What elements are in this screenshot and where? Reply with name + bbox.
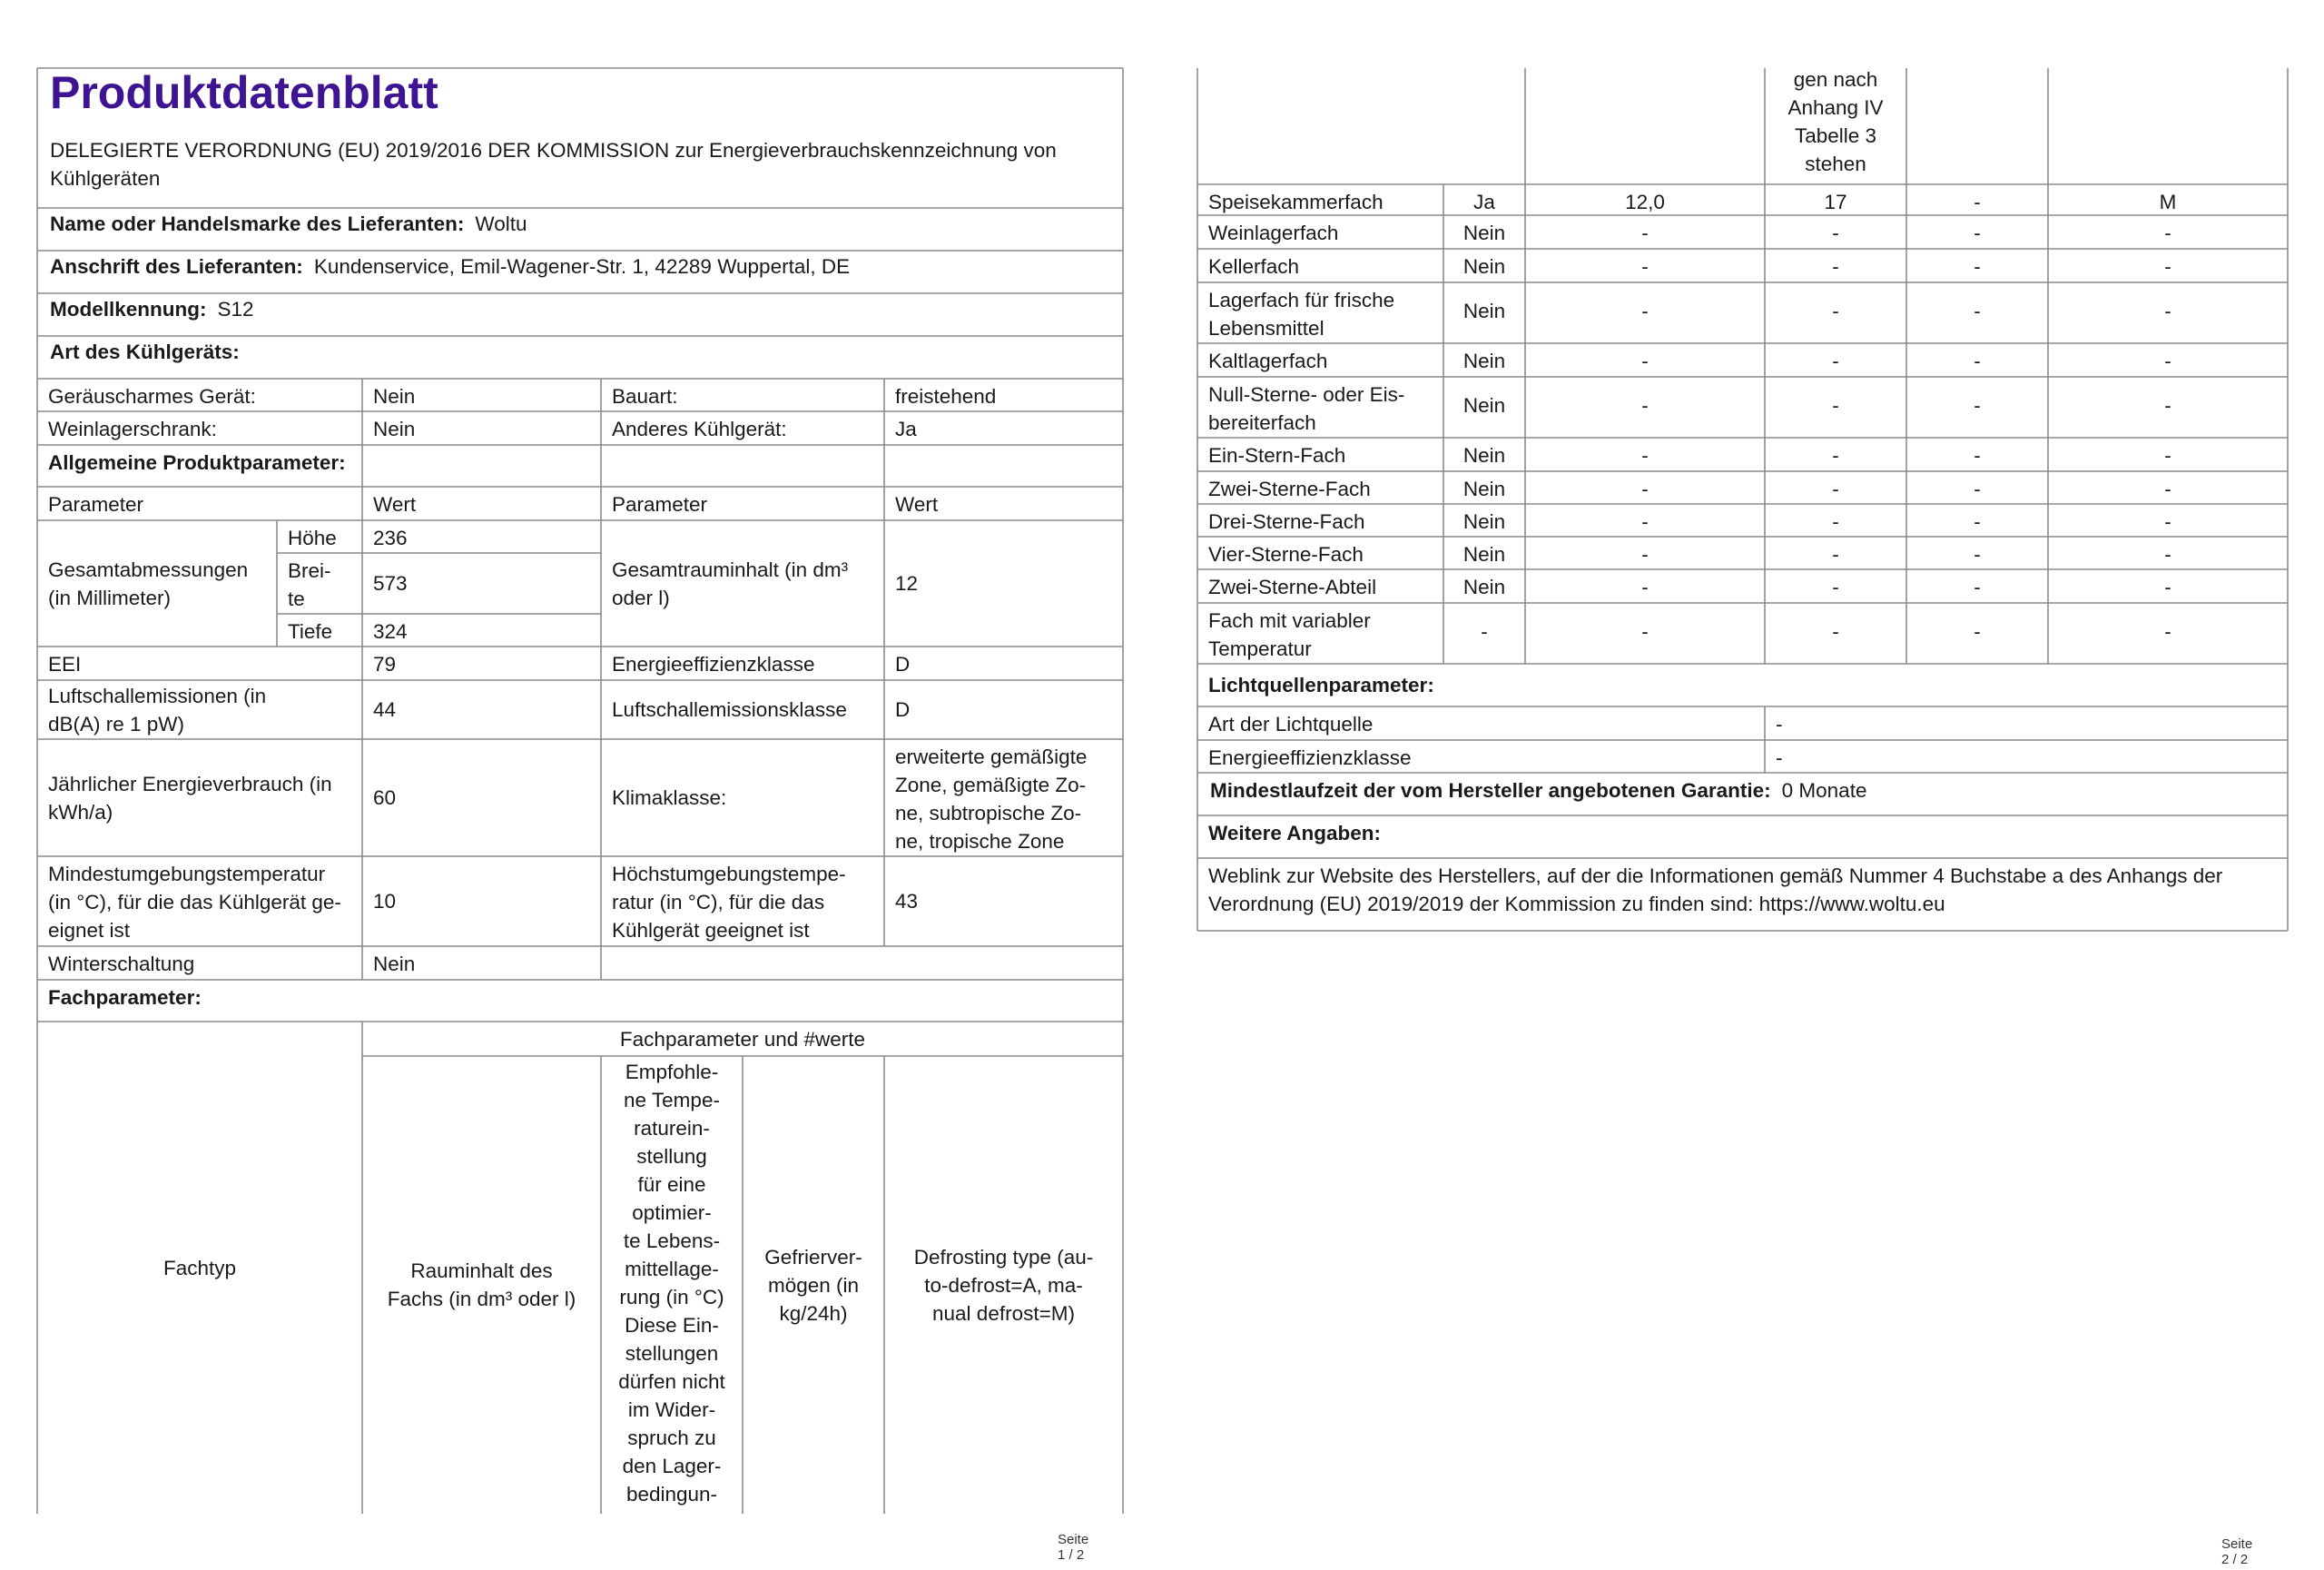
compartment-temp-cell: - <box>1832 510 1839 533</box>
device-value-2: freistehend <box>895 385 997 408</box>
compartment-present-cell: Nein <box>1462 543 1506 566</box>
annual-consumption-value: 60 <box>373 786 397 809</box>
compartment-volume-header: Rauminhalt des Fachs (in dm³ oder l) <box>387 1259 576 1310</box>
energy-class-value: D <box>895 653 911 676</box>
compartment-name-cell: Vier-Sterne-Fach <box>1208 543 1364 566</box>
compartment-freeze-cell: - <box>1974 350 1981 372</box>
compartment-present-cell: - <box>1481 620 1488 643</box>
energy-class-label: Energieeffizienzklasse <box>612 653 815 676</box>
compartment-defrost-cell: - <box>2164 350 2171 372</box>
page-title: Produktdatenblatt <box>50 67 438 118</box>
model-value: S12 <box>217 298 254 321</box>
general-header-value-2: Wert <box>895 493 939 516</box>
light-heading: Lichtquellenparameter: <box>1208 674 1434 696</box>
supplier-name-value: Woltu <box>475 212 527 235</box>
compartment-defrost-cell: - <box>2164 478 2171 500</box>
compartment-freeze-cell: - <box>1974 444 1981 467</box>
compartment-freeze-cell: - <box>1974 543 1981 566</box>
max-temp-value: 43 <box>895 890 919 913</box>
compartment-volume-cell: - <box>1641 576 1649 598</box>
compartment-defrost-cell: - <box>2164 543 2171 566</box>
compartment-defrost-cell: - <box>2164 620 2171 643</box>
compartment-temp-header: Empfohle- ne Tempe- raturein- stellung für eine optimier- te Lebens- mittellage- rung (in °C) Diese Ein- stellungen dürfen nicht im Wider- spruch zu den Lager- bedingun- <box>618 1061 725 1506</box>
compartment-temp-cell: - <box>1832 543 1839 566</box>
dimension-depth-label: Tiefe <box>288 620 333 643</box>
compartment-present-cell: Nein <box>1462 350 1506 372</box>
device-value-3: Nein <box>373 418 416 440</box>
dimension-width-value: 573 <box>373 572 408 595</box>
general-heading: Allgemeine Produktparameter: <box>48 451 346 474</box>
further-info-heading: Weitere Angaben: <box>1208 822 1382 844</box>
compartment-temp-cell: - <box>1832 300 1839 322</box>
compartment-heading: Fachparameter: <box>48 986 202 1009</box>
winter-switch-value: Nein <box>373 953 416 975</box>
compartment-freeze-cell: - <box>1974 510 1981 533</box>
dimension-width-label: Brei- te <box>288 559 331 610</box>
total-volume-label: Gesamtrauminhalt (in dm³ oder l) <box>612 558 849 609</box>
light-energy-class-label: Energieeffizienzklasse <box>1208 746 1412 769</box>
compartment-defrost-cell: - <box>2164 222 2171 244</box>
compartment-name-cell: Speisekammerfach <box>1208 191 1384 213</box>
compartment-defrost-cell: - <box>2164 444 2171 467</box>
compartment-temp-cell: - <box>1832 478 1839 500</box>
compartment-present-cell: Nein <box>1462 510 1506 533</box>
compartment-volume-cell: - <box>1641 255 1649 278</box>
page-2-footer: Seite 2 / 2 <box>2221 1536 2253 1567</box>
device-param-4: Anderes Kühlgerät: <box>612 418 787 440</box>
climate-class-label: Klimaklasse: <box>612 786 727 809</box>
dimension-depth-value: 324 <box>373 620 408 643</box>
compartment-name-cell: Zwei-Sterne-Fach <box>1208 478 1371 500</box>
noise-class-value: D <box>895 698 911 721</box>
compartment-temp-cell: - <box>1832 620 1839 643</box>
compartment-present-cell: Nein <box>1462 300 1506 322</box>
warranty-row <box>1210 776 1866 805</box>
general-header-param-2: Parameter <box>612 493 708 516</box>
compartment-defrost-cell: - <box>2164 300 2171 322</box>
compartment-temp-cell: - <box>1832 444 1839 467</box>
compartment-type-header: Fachtyp <box>162 1256 237 1279</box>
min-temp-label: Mindestumgebungstemperatur (in °C), für die das Kühlgerät ge- eignet ist <box>48 863 341 942</box>
compartment-freeze-cell: - <box>1974 300 1981 322</box>
compartment-present-cell: Nein <box>1462 222 1506 244</box>
compartment-present-cell: Nein <box>1462 394 1506 417</box>
compartment-freeze-cell: - <box>1974 576 1981 598</box>
compartment-name-cell: Drei-Sterne-Fach <box>1208 510 1365 533</box>
compartment-freeze-cell: - <box>1974 191 1981 213</box>
warranty-value: 0 Monate <box>1781 779 1867 802</box>
compartment-temp-cell: - <box>1832 576 1839 598</box>
min-temp-value: 10 <box>373 890 397 913</box>
compartment-volume-cell: - <box>1641 350 1649 372</box>
device-type-heading: Art des Kühlgeräts: <box>50 341 240 363</box>
warranty-label: Mindestlaufzeit der vom Hersteller angebotenen Garantie: <box>1210 779 1771 802</box>
compartment-temp-cell: 17 <box>1824 191 1847 213</box>
compartment-freeze-cell: - <box>1974 620 1981 643</box>
compartment-defrost-cell: - <box>2164 576 2171 598</box>
compartment-defrost-cell: - <box>2164 255 2171 278</box>
model-label: Modellkennung: <box>50 298 207 321</box>
dimensions-label: Gesamtabmessungen (in Millimeter) <box>48 558 249 609</box>
compartment-name-cell: Weinlagerfach <box>1208 222 1339 244</box>
compartment-present-cell: Ja <box>1473 191 1495 213</box>
device-value-1: Nein <box>373 385 416 408</box>
device-param-2: Bauart: <box>612 385 678 408</box>
compartment-name-cell: Fach mit variabler Temperatur <box>1208 609 1371 660</box>
compartment-present-cell: Nein <box>1462 478 1506 500</box>
compartment-group-header: Fachparameter und #werte <box>619 1028 866 1051</box>
eei-value: 79 <box>373 653 397 676</box>
noise-emission-value: 44 <box>373 698 397 721</box>
light-source-type-value: - <box>1776 713 1783 736</box>
dimension-height-value: 236 <box>373 527 408 549</box>
compartment-defrost-cell: - <box>2164 394 2171 417</box>
compartment-temp-cell: - <box>1832 255 1839 278</box>
page-1-footer: Seite 1 / 2 <box>1058 1532 1089 1563</box>
winter-switch-label: Winterschaltung <box>48 953 195 975</box>
regulation-subtitle: DELEGIERTE VERORDNUNG (EU) 2019/2016 DER KOMMISSION zur Energieverbrauchskennzeichnung von Kühlgeräten <box>50 139 1057 190</box>
compartment-volume-cell: - <box>1641 300 1649 322</box>
compartment-volume-cell: - <box>1641 444 1649 467</box>
compartment-name-cell: Kaltlagerfach <box>1208 350 1328 372</box>
compartment-volume-cell: - <box>1641 510 1649 533</box>
annual-consumption-label: Jährlicher Energieverbrauch (in kWh/a) <box>48 772 332 824</box>
compartment-freeze-header: Gefrierver- mögen (in kg/24h) <box>764 1245 862 1325</box>
compartment-volume-cell: - <box>1641 478 1649 500</box>
compartment-temp-cell: - <box>1832 394 1839 417</box>
total-volume-value: 12 <box>895 572 919 595</box>
noise-emission-label: Luftschallemissionen (in dB(A) re 1 pW) <box>48 684 267 736</box>
climate-class-value: erweiterte gemäßigte Zone, gemäßigte Zo- ne, subtropische Zo- ne, tropische Zone <box>895 746 1088 853</box>
compartment-defrost-header: Defrosting type (au- to-defrost=A, ma- nual defrost=M) <box>913 1245 1094 1325</box>
compartment-volume-cell: - <box>1641 620 1649 643</box>
compartment-defrost-cell: M <box>2159 191 2177 213</box>
light-energy-class-value: - <box>1776 746 1783 769</box>
device-param-3: Weinlagerschrank: <box>48 418 217 440</box>
compartment-volume-cell: - <box>1641 222 1649 244</box>
compartment-present-cell: Nein <box>1462 576 1506 598</box>
supplier-name-label: Name oder Handelsmarke des Lieferanten: <box>50 212 465 235</box>
device-param-1: Geräuscharmes Gerät: <box>48 385 256 408</box>
compartment-name-cell: Zwei-Sterne-Abteil <box>1208 576 1377 598</box>
supplier-address-value: Kundenservice, Emil-Wagener-Str. 1, 42289 Wuppertal, DE <box>313 255 851 278</box>
general-header-value-1: Wert <box>373 493 417 516</box>
eei-label: EEI <box>48 653 82 676</box>
compartment-temp-cell: - <box>1832 222 1839 244</box>
compartment-volume-cell: - <box>1641 394 1649 417</box>
compartment-name-cell: Null-Sterne- oder Eis- bereiterfach <box>1208 383 1405 434</box>
compartment-freeze-cell: - <box>1974 222 1981 244</box>
further-info-text: Weblink zur Website des Herstellers, auf der die Informationen gemäß Nummer 4 Buchstabe a des Anhangs der Verordnung (EU) 2019/2019 der Kommission zu finden sind: https://www.woltu.eu <box>1208 864 2223 915</box>
device-value-4: Ja <box>895 418 917 440</box>
dimension-height-label: Höhe <box>288 527 337 549</box>
light-source-type-label: Art der Lichtquelle <box>1208 713 1374 736</box>
noise-class-label: Luftschallemissionsklasse <box>612 698 847 721</box>
compartment-temp-header-continued: gen nach Anhang IV Tabelle 3 stehen <box>1787 68 1884 175</box>
compartment-name-cell: Kellerfach <box>1208 255 1300 278</box>
general-header-param-1: Parameter <box>48 493 144 516</box>
compartment-present-cell: Nein <box>1462 444 1506 467</box>
compartment-freeze-cell: - <box>1974 478 1981 500</box>
supplier-address-label: Anschrift des Lieferanten: <box>50 255 303 278</box>
compartment-freeze-cell: - <box>1974 394 1981 417</box>
compartment-name-cell: Lagerfach für frische Lebensmittel <box>1208 289 1395 340</box>
compartment-freeze-cell: - <box>1974 255 1981 278</box>
compartment-defrost-cell: - <box>2164 510 2171 533</box>
compartment-volume-cell: - <box>1641 543 1649 566</box>
max-temp-label: Höchstumgebungstempe- ratur (in °C), für die das Kühlgerät geeignet ist <box>612 863 846 942</box>
compartment-present-cell: Nein <box>1462 255 1506 278</box>
compartment-temp-cell: - <box>1832 350 1839 372</box>
compartment-volume-cell: 12,0 <box>1625 191 1665 213</box>
compartment-name-cell: Ein-Stern-Fach <box>1208 444 1346 467</box>
